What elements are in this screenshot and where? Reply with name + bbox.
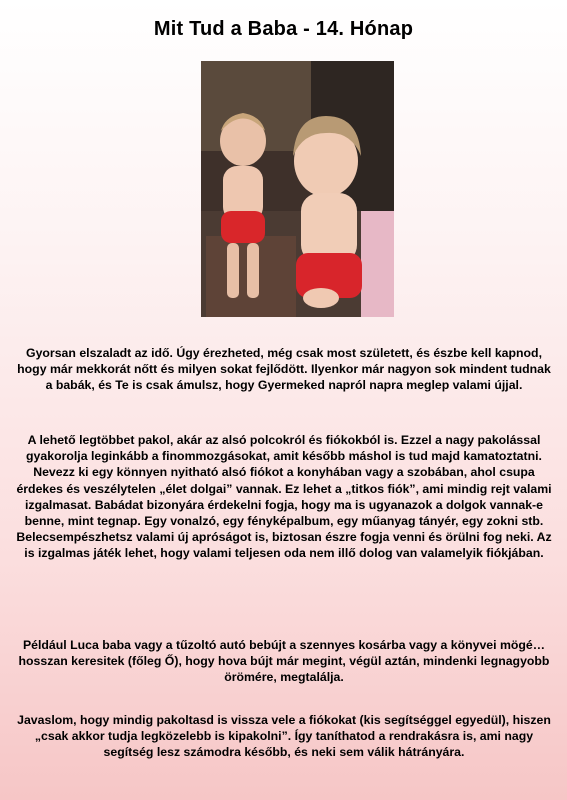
page-title: Mit Tud a Baba - 14. Hónap (153, 18, 414, 40)
paragraph-intro: Gyorsan elszaladt az idő. Úgy érezheted, még csak most született, és észbe kell kapnod, hogy már mekkorát nőtt és milyen sokat fejlődött. Ilyenkor már nagyon sok mindent tudnak a babák, és Te is csak ámulsz, hogy Gyermeked napról napra meglep valami újjal. (17, 346, 551, 393)
photo-illustration (201, 61, 394, 317)
paragraph-example: Például Luca baba vagy a tűzoltó autó bebújt a szennyes kosárba vagy a könyvei mögé… hosszan keresitek (főleg Ő), hogy hova bújt már megint, végül aztán, mindenki legnagyobb örömére, megtalálja. (18, 638, 550, 685)
paragraph-drawers: A lehető legtöbbet pakol, akár az alsó polcokról és fiókokból is. Ezzel a nagy pakolással gyakorolja leginkább a finommozgásokat, amit később máshol is tud majd kamatoztatni. Nevezz ki egy könnyen nyitható alsó fiókot a konyhában vagy a szobában, ahol csupa érdekes és veszélytelen „élet dolgai” vannak. Ez lehet a „titkos fiók”, ami mindig rejt valami izgalmasat. Babádat bizonyára érdekelni fogja, hogy ma is ugyanazok a dolgok vannak-e benne, mint tegnap. Egy vonalzó, egy fényképalbum, egy műanyag tányér, egy zokni stb. Belecsempészhetsz valami új apróságot is, biztosan észre fogja venni és örülni fog neki. Az is izgalmas játék lehet, hogy valami teljesen oda nem illő dolog van valamelyik fiókjában. (16, 433, 552, 561)
babies-photo (201, 61, 394, 317)
paragraph-advice: Javaslom, hogy mindig pakoltasd is vissza vele a fiókokat (kis segítséggel egyedül), hiszen „csak akkor tudja legközelebb is kipakolni”. Így taníthatod a rendrakásra is, ami nagy segítség lesz számodra később, és neki sem válik hátrányára. (17, 713, 551, 760)
